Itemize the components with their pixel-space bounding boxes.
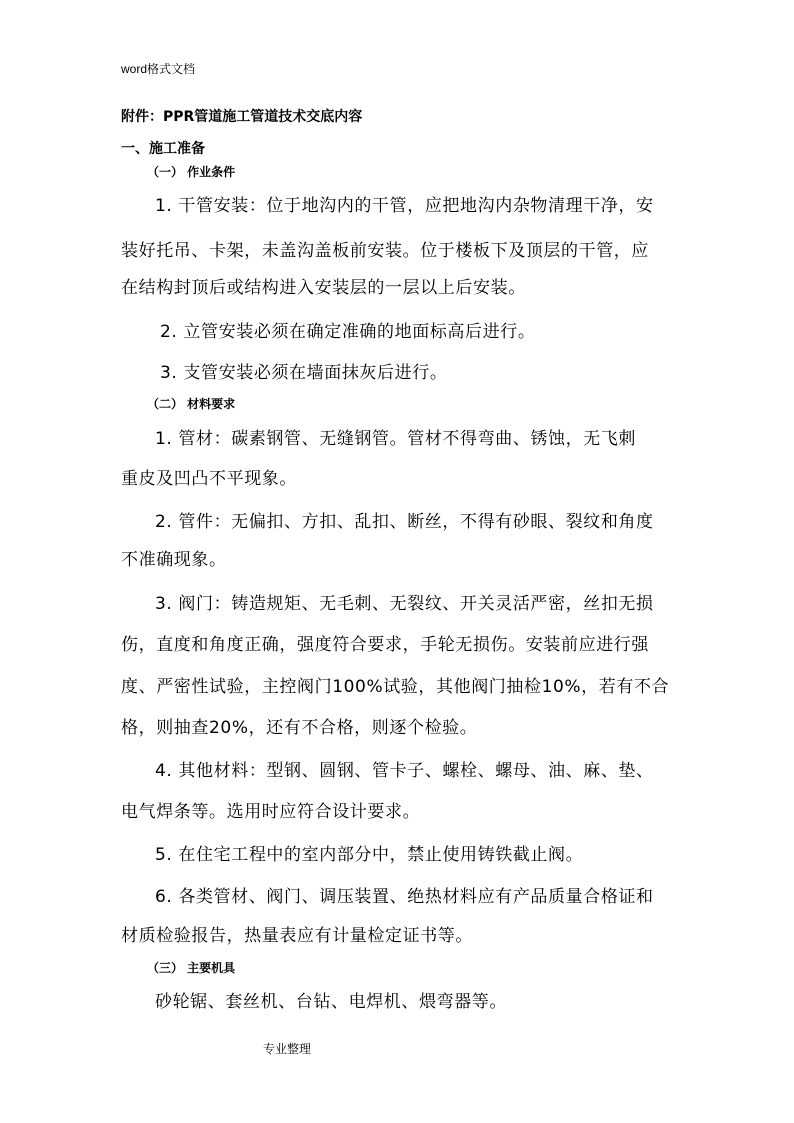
paragraph-line: 不准确现象。 <box>121 550 227 570</box>
paragraph-line: 电气焊条等。选用时应符合设计要求。 <box>121 802 421 822</box>
document-title: 附件：PPR管道施工管道技术交底内容 <box>121 109 363 125</box>
paragraph-line: 1. 管材：碳素钢管、无缝钢管。管材不得弯曲、锈蚀，无飞刺 <box>155 429 637 449</box>
paragraph-line: 4. 其他材料：型钢、圆钢、管卡子、螺栓、螺母、油、麻、垫、 <box>155 761 654 781</box>
paragraph-tools-list: 砂轮锯、套丝机、台钻、电焊机、煨弯器等。 <box>155 992 507 1012</box>
paragraph-line: 材质检验报告，热量表应有计量检定证书等。 <box>121 926 473 946</box>
paragraph-line: 装好托吊、卡架，未盖沟盖板前安装。位于楼板下及顶层的干管，应 <box>121 241 649 261</box>
paragraph-riser-install: 2. 立管安装必须在确定准确的地面标高后进行。 <box>160 322 536 342</box>
paragraph-line: 3. 阀门：铸造规矩、无毛刺、无裂纹、开关灵活严密，丝扣无损 <box>155 594 654 614</box>
paragraph-line: 重皮及凹凸不平现象。 <box>121 469 297 489</box>
paragraph-line: 在结构封顶后或结构进入安装层的一层以上后安装。 <box>121 278 526 298</box>
paragraph-line: 2. 管件：无偏扣、方扣、乱扣、断丝，不得有砂眼、裂纹和角度 <box>155 512 654 532</box>
paragraph-branch-install: 3. 支管安装必须在墙面抹灰后进行。 <box>160 363 448 383</box>
document-header: word格式文档 <box>121 62 196 76</box>
paragraph-line: 1. 干管安装：位于地沟内的干管，应把地沟内杂物清理干净，安 <box>155 196 654 216</box>
subsection-heading-main-tools: （三） 主要机具 <box>147 961 236 975</box>
document-footer: 专业整理 <box>263 1042 312 1056</box>
paragraph-line: 伤，直度和角度正确，强度符合要求，手轮无损伤。安装前应进行强 <box>121 635 649 655</box>
paragraph-line: 格，则抽查20%，还有不合格，则逐个检验。 <box>121 718 478 738</box>
section-heading-construction-prep: 一、施工准备 <box>121 141 205 157</box>
subsection-heading-material-requirements: （二） 材料要求 <box>147 397 236 411</box>
paragraph-line: 度、严密性试验，主控阀门100%试验，其他阀门抽检10%，若有不合 <box>121 677 670 697</box>
paragraph-line: 6. 各类管材、阀门、调压装置、绝热材料应有产品质量合格证和 <box>155 887 654 907</box>
paragraph-cast-iron-ban: 5. 在住宅工程中的室内部分中，禁止使用铸铁截止阀。 <box>155 845 584 865</box>
subsection-heading-work-conditions: （一） 作业条件 <box>147 165 236 179</box>
